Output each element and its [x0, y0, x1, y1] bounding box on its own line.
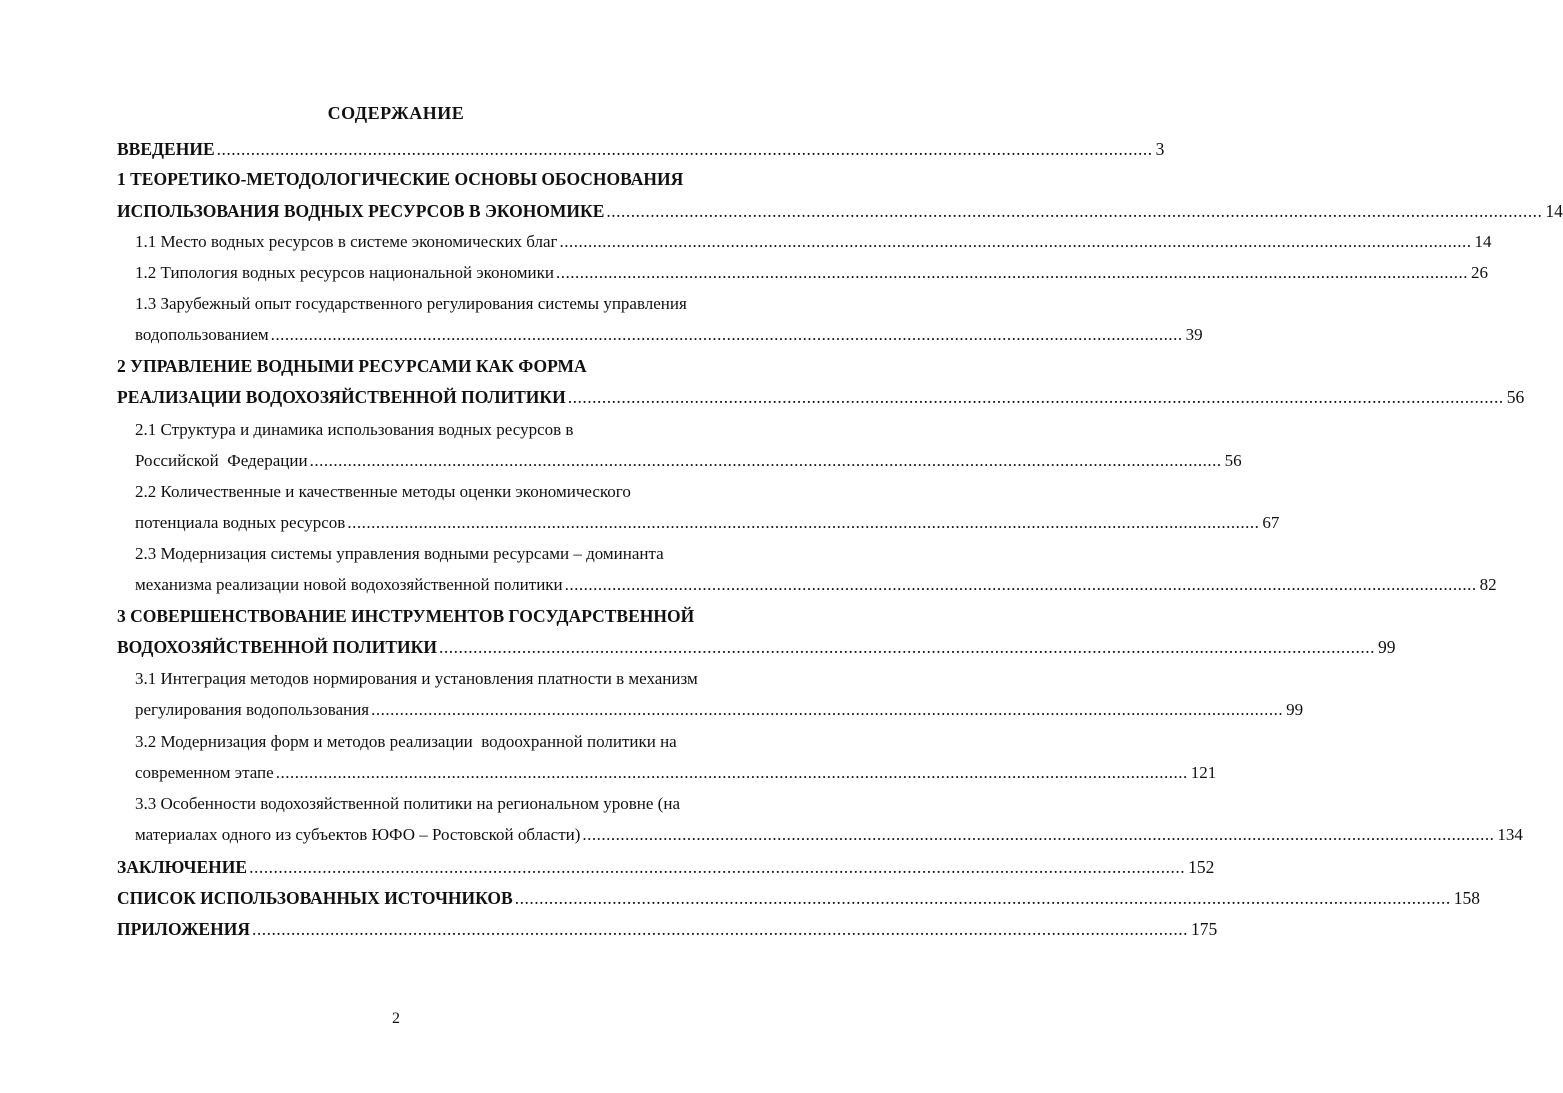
- dot-leader: ................................................................................................................................................................................................: [371, 700, 1284, 719]
- toc-entry-text: 2 УПРАВЛЕНИЕ ВОДНЫМИ РЕСУРСАМИ КАК ФОРМА: [117, 356, 587, 376]
- toc-entry-sources: [117, 887, 1480, 909]
- toc-entry-text: 1 ТЕОРЕТИКО-МЕТОДОЛОГИЧЕСКИЕ ОСНОВЫ ОБОСНОВАНИЯ: [117, 169, 684, 189]
- toc-entry-text: ПРИЛОЖЕНИЯ: [117, 919, 250, 939]
- toc-page-number: 158: [1453, 888, 1480, 908]
- dot-leader: ................................................................................................................................................................................................: [514, 888, 1451, 908]
- toc-page-number: 121: [1190, 763, 1217, 782]
- toc-page-number: 99: [1377, 637, 1396, 657]
- toc-entry-text: ВВЕДЕНИЕ: [117, 139, 215, 159]
- dot-leader: ................................................................................................................................................................................................: [347, 513, 1260, 532]
- page-number: 2: [392, 1010, 400, 1027]
- dot-leader: ................................................................................................................................................................................................: [216, 139, 1153, 159]
- toc-chapter-3-line-2: [117, 636, 1396, 658]
- toc-entry-text: 3.1 Интеграция методов нормирования и установления платности в механизм: [135, 669, 698, 688]
- toc-page-number: 56: [1224, 451, 1242, 470]
- toc-page-number: 26: [1471, 263, 1488, 282]
- toc-entry-text: 1.2 Типология водных ресурсов национальной экономики: [135, 263, 554, 282]
- toc-entry-text: 1.3 Зарубежный опыт государственного регулирования системы управления: [135, 294, 687, 313]
- dot-leader: ................................................................................................................................................................................................: [582, 825, 1495, 844]
- toc-chapter-2-line-2: [117, 386, 1525, 408]
- toc-section-1-3-line-2: [135, 324, 1203, 346]
- toc-section-2-2-line-2: [135, 512, 1280, 534]
- toc-chapter-1-line-1: [117, 168, 683, 190]
- toc-section-2-1-line-1: [135, 419, 573, 441]
- toc-entry-text: материалах одного из субъектов ЮФО – Ростовской области): [135, 825, 581, 844]
- toc-entry-text: 1.1 Место водных ресурсов в системе экономических благ: [135, 232, 558, 251]
- toc-entry-text: 3.2 Модернизация форм и методов реализации водоохранной политики на: [135, 732, 677, 751]
- toc-entry-text: ЗАКЛЮЧЕНИЕ: [117, 857, 248, 877]
- toc-section-3-1-line-1: [135, 668, 698, 690]
- dot-leader: ................................................................................................................................................................................................: [249, 857, 1186, 877]
- toc-entry-text: ИСПОЛЬЗОВАНИЯ ВОДНЫХ РЕСУРСОВ В ЭКОНОМИКЕ: [117, 201, 605, 221]
- dot-leader: ................................................................................................................................................................................................: [270, 325, 1183, 344]
- toc-page-number: 3: [1155, 139, 1165, 159]
- toc-page-number: 56: [1506, 387, 1525, 407]
- dot-leader: ................................................................................................................................................................................................: [564, 575, 1477, 594]
- toc-chapter-2-line-1: [117, 355, 587, 377]
- toc-page-number: 67: [1262, 513, 1280, 532]
- toc-section-1-3-line-1: [135, 293, 687, 315]
- dot-leader: ................................................................................................................................................................................................: [251, 919, 1188, 939]
- toc-page-number: 152: [1188, 857, 1215, 877]
- toc-section-1-2: [135, 262, 1488, 284]
- toc-entry-text: 2.2 Количественные и качественные методы оценки экономического: [135, 482, 631, 501]
- toc-page-number: 14: [1545, 201, 1563, 221]
- toc-page-number: 99: [1286, 700, 1304, 719]
- toc-entry-text: 2.1 Структура и динамика использования водных ресурсов в: [135, 420, 574, 439]
- toc-page-number: 39: [1185, 325, 1203, 344]
- toc-entry-text: РЕАЛИЗАЦИИ ВОДОХОЗЯЙСТВЕННОЙ ПОЛИТИКИ: [117, 387, 566, 407]
- toc-entry-appendix: [117, 918, 1218, 940]
- toc-section-2-3-line-1: [135, 543, 664, 565]
- dot-leader: ................................................................................................................................................................................................: [309, 451, 1222, 470]
- dot-leader: ................................................................................................................................................................................................: [438, 637, 1375, 657]
- toc-section-3-3-line-1: [135, 793, 680, 815]
- toc-section-3-3-line-2: [135, 824, 1523, 846]
- toc-entry-text: 3.3 Особенности водохозяйственной политики на региональном уровне (на: [135, 794, 680, 813]
- toc-section-3-1-line-2: [135, 699, 1304, 721]
- toc-entry-text: механизма реализации новой водохозяйственной политики: [135, 575, 563, 594]
- dot-leader: ................................................................................................................................................................................................: [559, 232, 1472, 251]
- toc-section-1-1: [135, 231, 1492, 253]
- dot-leader: ................................................................................................................................................................................................: [556, 263, 1468, 282]
- toc-section-2-2-line-1: [135, 481, 631, 503]
- toc-entry-text: 2.3 Модернизация системы управления водными ресурсами – доминанта: [135, 544, 664, 563]
- toc-page-number: 82: [1479, 575, 1497, 594]
- toc-section-2-1-line-2: [135, 450, 1242, 472]
- page-title: СОДЕРЖАНИЕ: [327, 103, 465, 123]
- toc-page-number: 14: [1474, 232, 1492, 251]
- toc-entry-text: потенциала водных ресурсов: [135, 513, 346, 532]
- toc-entry-text: 3 СОВЕРШЕНСТВОВАНИЕ ИНСТРУМЕНТОВ ГОСУДАРСТВЕННОЙ: [117, 606, 695, 626]
- toc-entry-intro: [117, 138, 1165, 160]
- toc-page-number: 134: [1497, 825, 1523, 844]
- toc-section-3-2-line-2: [135, 762, 1217, 784]
- toc-chapter-1-line-2: [117, 200, 1563, 222]
- dot-leader: ................................................................................................................................................................................................: [275, 763, 1188, 782]
- toc-entry-text: регулирования водопользования: [135, 700, 370, 719]
- toc-page-number: 175: [1190, 919, 1218, 939]
- toc-entry-text: водопользованием: [135, 325, 269, 344]
- toc-entry-text: СПИСОК ИСПОЛЬЗОВАННЫХ ИСТОЧНИКОВ: [117, 888, 513, 908]
- toc-entry-conclusion: [117, 856, 1215, 878]
- dot-leader: ................................................................................................................................................................................................: [606, 201, 1543, 221]
- toc-entry-text: Российской Федерации: [135, 451, 308, 470]
- toc-entry-text: современном этапе: [135, 763, 274, 782]
- toc-entry-text: ВОДОХОЗЯЙСТВЕННОЙ ПОЛИТИКИ: [117, 637, 437, 657]
- toc-section-2-3-line-2: [135, 574, 1497, 596]
- toc-chapter-3-line-1: [117, 605, 694, 627]
- toc-section-3-2-line-1: [135, 731, 677, 753]
- dot-leader: ................................................................................................................................................................................................: [567, 387, 1504, 407]
